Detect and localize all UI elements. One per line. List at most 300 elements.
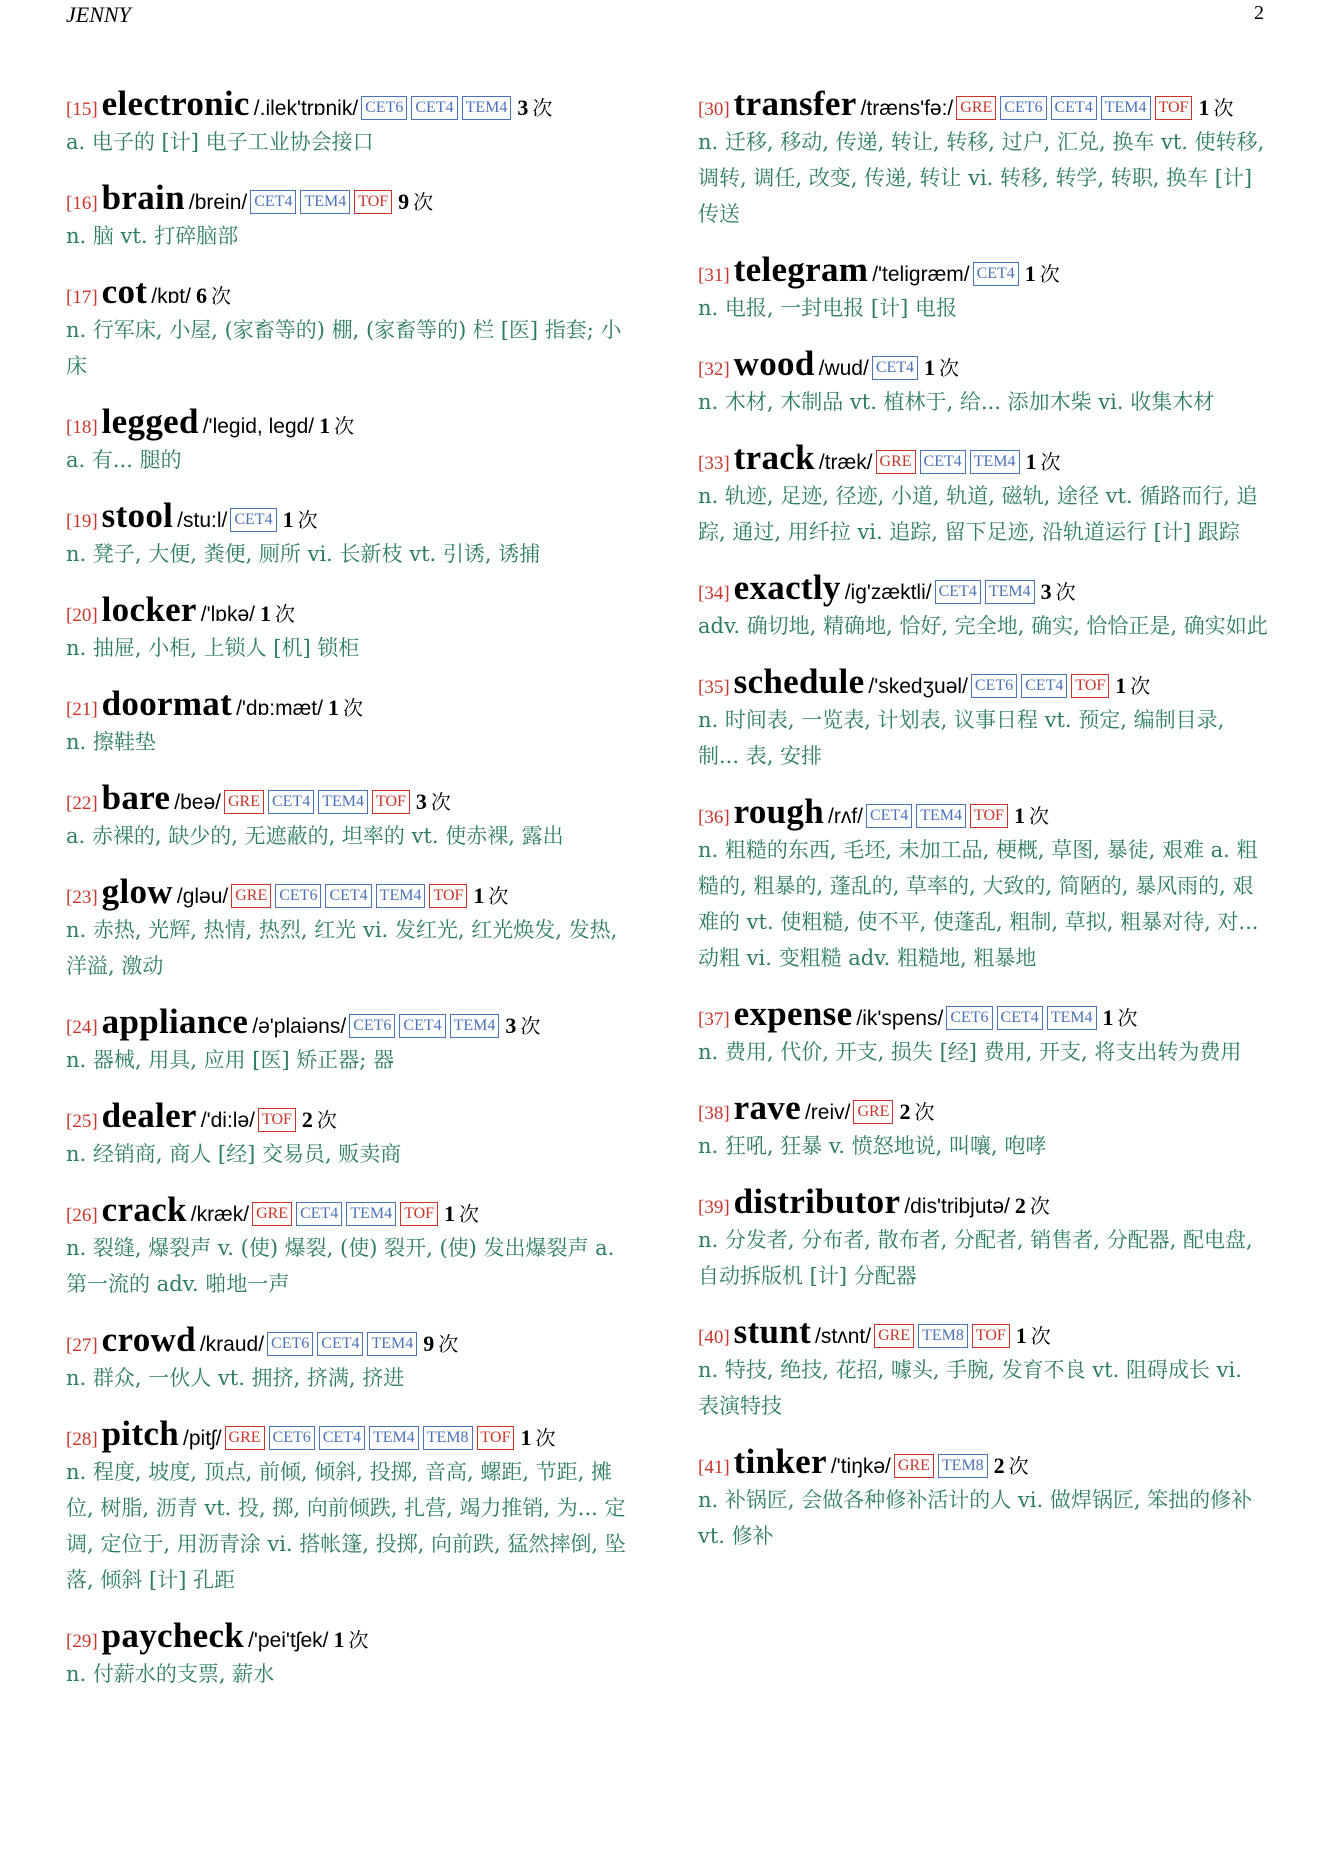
entry-index: [25] [66,1111,98,1132]
definition: n. 器械, 用具, 应用 [医] 矫正器; 器 [66,1048,395,1072]
count-unit: 次 [438,1332,459,1356]
level-tag: TOF [258,1108,296,1132]
definition: n. 特技, 绝技, 花招, 噱头, 手腕, 发育不良 vt. 阻碍成长 vi. 表演特技 [698,1358,1242,1418]
entry-index: [29] [66,1631,98,1652]
word-entry [698,662,1268,774]
count-unit: 次 [535,1426,556,1450]
headword: stool [101,496,174,535]
count-unit: 次 [1213,96,1234,120]
entry-index: [21] [66,699,98,720]
count-unit: 次 [1117,1006,1138,1030]
phonetic: /ik'spens/ [856,1007,944,1030]
entry-index: [37] [698,1009,730,1030]
count-unit: 次 [1040,450,1061,474]
definition: n. 抽屉, 小柜, 上锁人 [机] 锁柜 [66,636,360,660]
entry-index: [39] [698,1197,730,1218]
word-entry [698,438,1268,550]
entry-index: [36] [698,807,730,828]
entry-index: [17] [66,287,98,308]
occurrence-count: 3 [415,789,427,814]
phonetic: /wud/ [818,357,869,380]
level-tag: CET6 [269,1426,315,1450]
tag-list [230,512,280,531]
entry-index: [38] [698,1103,730,1124]
phonetic: /'lɒkə/ [200,603,255,626]
level-tag: CET4 [296,1202,342,1226]
definition: a. 电子的 [计] 电子工业协会接口 [66,130,374,154]
level-tag: TOF [972,1324,1010,1348]
occurrence-count: 1 [259,601,271,626]
word-entry [66,178,636,254]
entry-headline [698,1312,1268,1352]
left-column [66,66,636,1692]
headword: schedule [733,662,865,701]
headword: transfer [733,84,857,123]
definition: n. 脑 vt. 打碎脑部 [66,224,239,248]
headword: crack [101,1190,187,1229]
tag-list [252,1206,442,1225]
level-tag: TEM4 [376,884,426,908]
headword: cot [101,272,148,311]
headword: track [733,438,815,477]
entry-headline [698,1088,1268,1128]
phonetic: /dis'tribjutə/ [904,1195,1010,1218]
count-unit: 次 [532,96,553,120]
occurrence-count: 3 [517,95,529,120]
level-tag: TEM8 [423,1426,473,1450]
count-unit: 次 [914,1100,935,1124]
level-tag: CET4 [1021,674,1067,698]
entry-headline [698,662,1268,702]
phonetic: /kraud/ [199,1333,265,1356]
level-tag: GRE [225,1426,265,1450]
entry-headline [66,1414,636,1454]
word-entry [698,1182,1268,1294]
entry-index: [19] [66,511,98,532]
entry-index: [22] [66,793,98,814]
level-tag: GRE [853,1100,893,1124]
occurrence-count: 2 [301,1107,313,1132]
entry-headline [698,792,1268,832]
level-tag: TOF [477,1426,515,1450]
definition: adv. 确切地, 精确地, 恰好, 完全地, 确实, 恰恰正是, 确实如此 [698,614,1268,638]
phonetic: /træns'fə:/ [860,97,954,120]
header-title: JENNY [66,2,131,27]
word-entry [698,84,1268,232]
occurrence-count: 3 [1040,579,1052,604]
count-unit: 次 [1130,674,1151,698]
occurrence-count: 1 [1024,261,1036,286]
phonetic: /stu:l/ [177,509,228,532]
tag-list [946,1010,1100,1029]
phonetic: /'di:lə/ [200,1109,255,1132]
word-entry [66,684,636,760]
phonetic: /'legid, legd/ [202,415,315,438]
headword: rave [733,1088,801,1127]
level-tag: TOF [1155,96,1193,120]
word-entry [66,1414,636,1598]
level-tag: TEM4 [1101,96,1151,120]
definition: n. 程度, 坡度, 顶点, 前倾, 倾斜, 投掷, 音高, 螺距, 节距, 摊位, 树脂, 沥青 vt. 投, 掷, 向前倾跌, 扎营, 竭力推销, 为... 定调, 定位于, 用沥青涂 vi. 搭帐篷, 投掷, 向前跌, 猛然摔倒, 坠落, 倾斜 [计] 孔距 [66,1460,626,1592]
tag-list [231,888,471,907]
tag-list [853,1104,897,1123]
phonetic: /træk/ [818,451,873,474]
definition: a. 有... 腿的 [66,448,182,472]
entry-headline [66,872,636,912]
headword: tinker [733,1442,827,1481]
entry-headline [66,84,636,124]
entry-headline [698,344,1268,384]
entry-headline [698,438,1268,478]
occurrence-count: 1 [1102,1005,1114,1030]
count-unit: 次 [459,1202,480,1226]
entry-index: [35] [698,677,730,698]
definition: n. 行军床, 小屋, (家畜等的) 棚, (家畜等的) 栏 [医] 指套; 小床 [66,318,622,378]
entry-index: [24] [66,1017,98,1038]
word-entry [698,568,1268,644]
occurrence-count: 1 [1115,673,1127,698]
level-tag: CET4 [935,580,981,604]
count-unit: 次 [334,414,355,438]
count-unit: 次 [1039,262,1060,286]
definition: n. 擦鞋垫 [66,730,156,754]
word-entry [698,344,1268,420]
count-unit: 次 [1030,1324,1051,1348]
level-tag: TEM4 [369,1426,419,1450]
tag-list [349,1018,503,1037]
definition: n. 经销商, 商人 [经] 交易员, 贩卖商 [66,1142,402,1166]
tag-list [872,360,922,379]
word-entry [66,496,636,572]
tag-list [874,1328,1014,1347]
level-tag: TEM8 [938,1454,988,1478]
headword: crowd [101,1320,196,1359]
word-entry [66,1190,636,1302]
headword: stunt [733,1312,812,1351]
definition: n. 群众, 一伙人 vt. 拥挤, 挤满, 挤进 [66,1366,405,1390]
level-tag: TEM4 [985,580,1035,604]
tag-list [258,1112,300,1131]
definition: n. 分发者, 分布者, 散布者, 分配者, 销售者, 分配器, 配电盘, 自动拆版机 [计] 分配器 [698,1228,1253,1288]
definition: n. 木材, 木制品 vt. 植林于, 给... 添加木柴 vi. 收集木材 [698,390,1215,414]
occurrence-count: 1 [282,507,294,532]
level-tag: TOF [1071,674,1109,698]
tag-list [866,808,1012,827]
entry-headline [66,1002,636,1042]
occurrence-count: 1 [1198,95,1210,120]
word-entry [66,1320,636,1396]
occurrence-count: 9 [398,189,410,214]
level-tag: CET4 [872,356,918,380]
level-tag: GRE [894,1454,934,1478]
entry-index: [31] [698,265,730,286]
phonetic: /kɒt/ [151,285,191,308]
level-tag: TEM8 [918,1324,968,1348]
entry-index: [20] [66,605,98,626]
level-tag: CET4 [411,96,457,120]
level-tag: CET4 [1051,96,1097,120]
count-unit: 次 [342,696,363,720]
occurrence-count: 1 [444,1201,456,1226]
level-tag: GRE [231,884,271,908]
headword: locker [101,590,197,629]
definition: n. 凳子, 大便, 粪便, 厕所 vi. 长新枝 vt. 引诱, 诱捕 [66,542,541,566]
entry-index: [30] [698,99,730,120]
tag-list [935,584,1039,603]
word-entry [698,1088,1268,1164]
entry-index: [33] [698,453,730,474]
entry-index: [18] [66,417,98,438]
definition: n. 时间表, 一览表, 计划表, 议事日程 vt. 预定, 编制目录, 制... 表, 安排 [698,708,1225,768]
occurrence-count: 9 [423,1331,435,1356]
count-unit: 次 [1055,580,1076,604]
occurrence-count: 3 [505,1013,517,1038]
level-tag: CET4 [268,790,314,814]
definition: n. 粗糙的东西, 毛坯, 未加工品, 梗概, 草图, 暴徒, 艰难 a. 粗糙的, 粗暴的, 蓬乱的, 草率的, 大致的, 简陋的, 暴风雨的, 艰难的 vt. 使粗糙, 使不平, 使蓬乱, 粗制, 草拟, 粗暴对待, 对... 动粗 vi. 变粗糙 adv. 粗糙地, 粗暴地 [698,838,1259,970]
tag-list [224,794,414,813]
count-unit: 次 [210,284,231,308]
word-entry [66,272,636,384]
level-tag: TOF [372,790,410,814]
occurrence-count: 1 [1015,1323,1027,1348]
level-tag: CET4 [317,1332,363,1356]
level-tag: CET4 [997,1006,1043,1030]
phonetic: /beə/ [174,791,221,814]
headword: rough [733,792,824,831]
occurrence-count: 1 [924,355,936,380]
occurrence-count: 1 [1013,803,1025,828]
headword: appliance [101,1002,249,1041]
tag-list [956,100,1196,119]
tag-list [225,1430,519,1449]
entry-index: [23] [66,887,98,908]
entry-headline [66,272,636,312]
occurrence-count: 1 [327,695,339,720]
entry-headline [66,496,636,536]
occurrence-count: 2 [993,1453,1005,1478]
phonetic: /'teligræm/ [872,263,970,286]
entry-index: [15] [66,99,98,120]
entry-index: [27] [66,1335,98,1356]
count-unit: 次 [348,1628,369,1652]
entry-headline [66,402,636,442]
tag-list [267,1336,421,1355]
word-entry [698,1312,1268,1424]
phonetic: /rʌf/ [828,805,863,828]
phonetic: /ig'zæktli/ [844,581,932,604]
word-entry [66,590,636,666]
count-unit: 次 [1008,1454,1029,1478]
level-tag: CET6 [971,674,1017,698]
word-entry [66,1616,636,1692]
count-unit: 次 [488,884,509,908]
level-tag: TEM4 [1047,1006,1097,1030]
entry-index: [16] [66,193,98,214]
entry-index: [26] [66,1205,98,1226]
entry-headline [66,178,636,218]
entry-index: [40] [698,1327,730,1348]
level-tag: TEM4 [318,790,368,814]
level-tag: TEM4 [346,1202,396,1226]
level-tag: CET4 [973,262,1019,286]
phonetic: /ə'plaiəns/ [252,1015,347,1038]
tag-list [973,266,1023,285]
level-tag: CET4 [866,804,912,828]
level-tag: CET6 [946,1006,992,1030]
headword: electronic [101,84,250,123]
level-tag: TOF [400,1202,438,1226]
word-entry [66,84,636,160]
level-tag: CET4 [399,1014,445,1038]
entry-index: [41] [698,1457,730,1478]
phonetic: /reiv/ [804,1101,851,1124]
count-unit: 次 [430,790,451,814]
level-tag: CET6 [275,884,321,908]
level-tag: CET6 [1000,96,1046,120]
count-unit: 次 [413,190,434,214]
level-tag: CET6 [349,1014,395,1038]
page-number: 2 [1254,2,1264,24]
word-entry [698,250,1268,326]
level-tag: TEM4 [462,96,512,120]
word-entry [66,402,636,478]
level-tag: TOF [354,190,392,214]
headword: glow [101,872,173,911]
phonetic: /'pei'tʃek/ [248,1629,329,1652]
entry-headline [66,1096,636,1136]
definition: n. 电报, 一封电报 [计] 电报 [698,296,957,320]
tag-list [250,194,396,213]
level-tag: CET4 [230,508,276,532]
right-column [698,66,1268,1554]
occurrence-count: 6 [195,283,207,308]
occurrence-count: 1 [333,1627,345,1652]
headword: doormat [101,684,233,723]
word-entry [698,1442,1268,1554]
level-tag: CET6 [361,96,407,120]
definition: n. 付薪水的支票, 薪水 [66,1662,275,1686]
level-tag: TOF [429,884,467,908]
count-unit: 次 [1029,1194,1050,1218]
level-tag: CET4 [920,450,966,474]
entry-headline [698,84,1268,124]
headword: bare [101,778,171,817]
headword: exactly [733,568,841,607]
tag-list [971,678,1113,697]
level-tag: CET6 [267,1332,313,1356]
level-tag: TEM4 [916,804,966,828]
count-unit: 次 [520,1014,541,1038]
definition: n. 狂吼, 狂暴 v. 愤怒地说, 叫嚷, 咆哮 [698,1134,1047,1158]
headword: wood [733,344,815,383]
level-tag: GRE [956,96,996,120]
headword: dealer [101,1096,197,1135]
level-tag: TOF [970,804,1008,828]
entry-headline [66,590,636,630]
entry-index: [34] [698,583,730,604]
word-entry [66,1096,636,1172]
level-tag: TEM4 [300,190,350,214]
word-entry [66,1002,636,1078]
word-entry [66,872,636,984]
headword: telegram [733,250,869,289]
count-unit: 次 [297,508,318,532]
level-tag: GRE [876,450,916,474]
entry-headline [698,994,1268,1034]
definition: n. 轨迹, 足迹, 径迹, 小道, 轨道, 磁轨, 途径 vt. 循路而行, 追踪, 通过, 用纤拉 vi. 追踪, 留下足迹, 沿轨道运行 [计] 跟踪 [698,484,1258,544]
level-tag: TEM4 [367,1332,417,1356]
entry-headline [66,1320,636,1360]
definition: a. 赤裸的, 缺少的, 无遮蔽的, 坦率的 vt. 使赤裸, 露出 [66,824,564,848]
phonetic: /'dɒ:mæt/ [236,697,323,720]
phonetic: /kræk/ [190,1203,250,1226]
word-entry [698,994,1268,1070]
count-unit: 次 [939,356,960,380]
phonetic: /stʌnt/ [815,1325,872,1348]
tag-list [894,1458,992,1477]
definition: n. 赤热, 光辉, 热情, 热烈, 红光 vi. 发红光, 红光焕发, 发热, 洋溢, 激动 [66,918,618,978]
phonetic: /'skedʒuəl/ [868,675,968,698]
count-unit: 次 [274,602,295,626]
entry-headline [66,1616,636,1656]
entry-headline [66,778,636,818]
definition: n. 迁移, 移动, 传递, 转让, 转移, 过户, 汇兑, 换车 vt. 使转移, 调转, 调任, 改变, 传递, 转让 vi. 转移, 转学, 转职, 换车 [计] 传送 [698,130,1265,226]
level-tag: CET4 [325,884,371,908]
headword: paycheck [101,1616,245,1655]
headword: expense [733,994,853,1033]
entry-index: [32] [698,359,730,380]
level-tag: TEM4 [970,450,1020,474]
level-tag: GRE [224,790,264,814]
tag-list [876,454,1024,473]
tag-list [361,100,515,119]
headword: brain [101,178,185,217]
entry-headline [66,684,636,724]
headword: legged [101,402,199,441]
level-tag: TEM4 [450,1014,500,1038]
word-entry [66,778,636,854]
definition: n. 裂缝, 爆裂声 v. (使) 爆裂, (使) 裂开, (使) 发出爆裂声 a. 第一流的 adv. 啪地一声 [66,1236,615,1296]
occurrence-count: 1 [520,1425,532,1450]
definition: n. 补锅匠, 会做各种修补活计的人 vi. 做焊锅匠, 笨拙的修补 vt. 修补 [698,1488,1253,1548]
entry-headline [698,250,1268,290]
entry-headline [66,1190,636,1230]
count-unit: 次 [316,1108,337,1132]
occurrence-count: 2 [1014,1193,1026,1218]
entry-headline [698,1182,1268,1222]
definition: n. 费用, 代价, 开支, 损失 [经] 费用, 开支, 将支出转为费用 [698,1040,1242,1064]
entry-headline [698,1442,1268,1482]
entry-headline [698,568,1268,608]
phonetic: /brein/ [188,191,248,214]
occurrence-count: 1 [473,883,485,908]
phonetic: /pitʃ/ [183,1427,222,1450]
occurrence-count: 1 [319,413,331,438]
count-unit: 次 [1028,804,1049,828]
level-tag: GRE [874,1324,914,1348]
occurrence-count: 1 [1025,449,1037,474]
headword: pitch [101,1414,180,1453]
page-header [66,0,1264,28]
level-tag: GRE [252,1202,292,1226]
phonetic: /.ilek'trɒnik/ [253,97,359,120]
occurrence-count: 2 [899,1099,911,1124]
phonetic: /gləu/ [176,885,229,908]
headword: distributor [733,1182,901,1221]
level-tag: CET4 [250,190,296,214]
entry-index: [28] [66,1429,98,1450]
phonetic: /'tiŋkə/ [830,1455,891,1478]
